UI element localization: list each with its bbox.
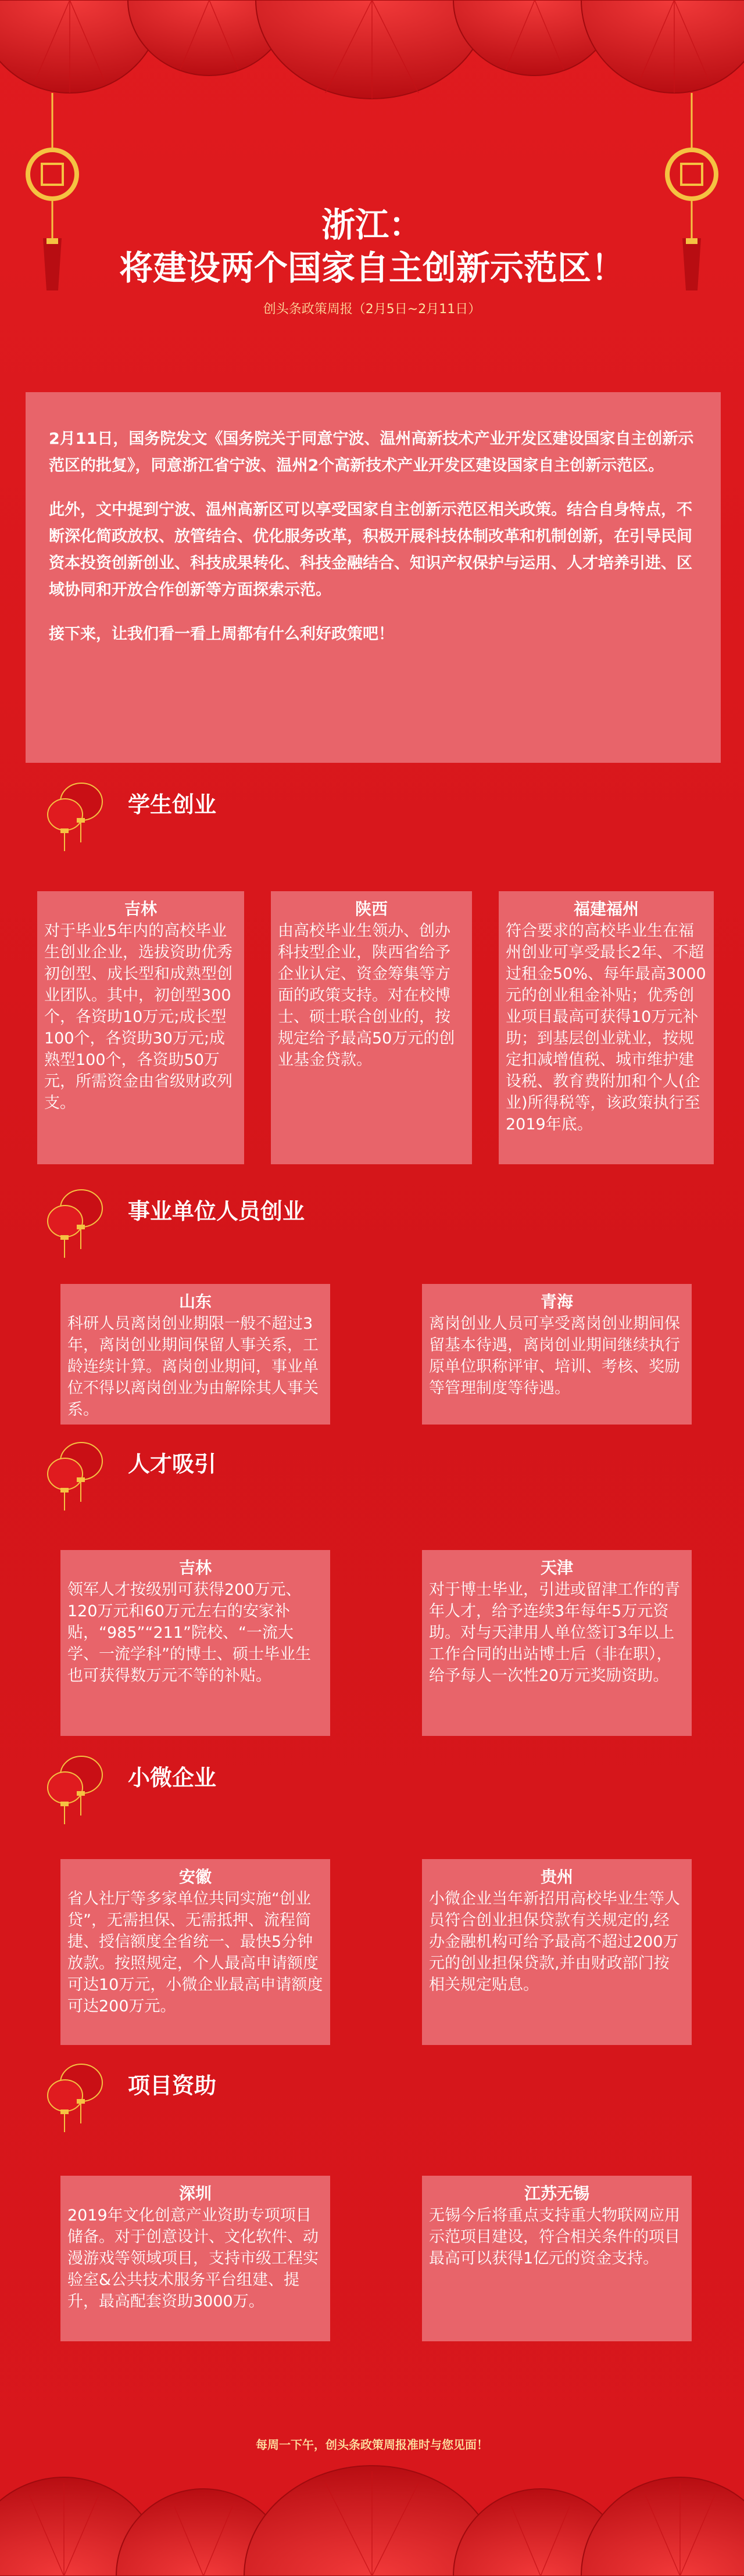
page-subtitle: 创头条政策周报（2月5日~2月11日） xyxy=(263,302,481,317)
page-title-line2: 将建设两个国家自主创新示范区！ xyxy=(119,248,625,288)
card-body: 离岗创业人员可享受离岗创业期间保留基本待遇，离岗创业期间继续执行原单位职称评审、培训、考核、奖励等管理制度等待遇。 xyxy=(429,1315,680,1397)
card-city: 江苏无锡 xyxy=(524,2184,589,2203)
section-title-student: 学生创业 xyxy=(128,792,217,817)
card-city: 青海 xyxy=(540,1292,573,1311)
card-body: 小微企业当年新招用高校毕业生等人员符合创业担保贷款有关规定的,经办金融机构可给予最高不超过200万元的创业担保贷款,并由财政部门按相关规定贴息。 xyxy=(429,1890,680,1994)
card-body: 科研人员离岗创业期限一般不超过3年，离岗创业期间保留人事关系，工龄连续计算。离岗创业期间，事业单位不得以离岗创业为由解除其人事关系。 xyxy=(67,1315,319,1419)
fan-decoration-top xyxy=(0,0,744,116)
lantern-icon xyxy=(41,2048,116,2135)
page-title-line1: 浙江： xyxy=(321,205,423,245)
section-title-institution: 事业单位人员创业 xyxy=(128,1199,305,1224)
policy-card-talent-tianjin xyxy=(422,1550,692,1736)
policy-card-smallbiz-anhui xyxy=(60,1859,330,2045)
lantern-icon xyxy=(41,1426,116,1513)
section-title-talent: 人才吸引 xyxy=(128,1451,217,1477)
card-body: 由高校毕业生领办、创办科技型企业，陕西省给予企业认定、资金筹集等方面的政策支持。对在校博士、硕士联合创业的，按规定给予最高50万元的创业基金贷款。 xyxy=(278,922,455,1069)
section-header-talent xyxy=(41,1426,389,1513)
policy-card-institution-qinghai xyxy=(422,1284,692,1425)
policy-card-student-jilin xyxy=(37,891,244,1164)
card-city: 陕西 xyxy=(355,899,388,919)
intro-box xyxy=(26,392,721,763)
card-city: 天津 xyxy=(540,1558,573,1577)
card-body: 对于博士毕业，引进或留津工作的青年人才，给予连续3年每年5万元资助。对与天津用人单位签订3年以上工作合同的出站博士后（非在职），给予每人一次性20万元奖励资助。 xyxy=(429,1581,680,1685)
section-header-student xyxy=(41,767,389,854)
policy-card-project-shenzhen xyxy=(60,2176,330,2341)
intro-paragraph-2: 此外，文中提到宁波、温州高新区可以享受国家自主创新示范区相关政策。结合自身特点，不断深化简政放权、放管结合、优化服务改革，积极开展科技体制改革和机制创新，在引导民间资本投资创新创业、科技成果转化、科技金融结合、知识产权保护与运用、人才培养引进、区域协同和开放合作创新等方面探索示范。 xyxy=(49,501,692,599)
card-body: 无锡今后将重点支持重大物联网应用示范项目建设，符合相关条件的项目最高可以获得1亿元的资金支持。 xyxy=(429,2207,680,2268)
policy-card-project-wuxi xyxy=(422,2176,692,2341)
lantern-icon xyxy=(41,1174,116,1261)
policy-card-student-fuzhou xyxy=(499,891,714,1164)
policy-card-student-shaanxi xyxy=(271,891,472,1164)
policy-card-smallbiz-guizhou xyxy=(422,1859,692,2045)
card-city: 安徽 xyxy=(178,1867,212,1886)
intro-paragraph-1: 2月11日，国务院发文《国务院关于同意宁波、温州高新技术产业开发区建设国家自主创新示范区的批复》，同意浙江省宁波、温州2个高新技术产业开发区建设国家自主创新示范区。 xyxy=(49,430,694,475)
lantern-icon xyxy=(41,767,116,854)
footer-note: 每周一下午，创头条政策周报准时与您见面！ xyxy=(256,2438,488,2452)
lantern-icon xyxy=(41,1740,116,1827)
card-city: 福建福州 xyxy=(573,899,639,919)
card-body: 领军人才按级别可获得200万元、120万元和60万元左右的安家补贴，“985”“211”院校、“一流大学、一流学科”的博士、硕士毕业生也可获得数万元不等的补贴。 xyxy=(67,1581,311,1685)
card-body: 省人社厅等多家单位共同实施“创业贷”，无需担保、无需抵押、流程简捷、授信额度全省统一、最快5分钟放款。按照规定，个人最高申请额度可达10万元，小微企业最高申请额度可达200万元。 xyxy=(67,1890,323,2015)
section-header-project xyxy=(41,2048,389,2135)
policy-card-talent-jilin xyxy=(60,1550,330,1736)
card-city: 贵州 xyxy=(540,1867,573,1886)
section-title-smallbiz: 小微企业 xyxy=(128,1765,217,1791)
card-city: 吉林 xyxy=(178,1558,212,1577)
section-header-smallbiz xyxy=(41,1740,389,1827)
card-city: 深圳 xyxy=(178,2184,212,2203)
card-body: 2019年文化创意产业资助专项项目储备。对于创意设计、文化软件、动漫游戏等领域项目，支持市级工程实验室&公共技术服务平台组建、提升，最高配套资助3000万。 xyxy=(67,2207,319,2310)
card-city: 山东 xyxy=(178,1292,212,1311)
fan-decoration-bottom xyxy=(0,2442,744,2576)
intro-paragraph-3: 接下来，让我们看一看上周都有什么利好政策吧！ xyxy=(49,625,394,643)
card-body: 符合要求的高校毕业生在福州创业可享受最长2年、不超过租金50%、每年最高3000元的创业租金补贴；优秀创业项目最高可获得10万元补助；到基层创业就业，按规定扣减增值税、城市维护建设税、教育费附加和个人(企业)所得税等，该政策执行至2019年底。 xyxy=(506,922,706,1133)
section-title-project: 项目资助 xyxy=(128,2073,217,2098)
card-body: 对于毕业5年内的高校毕业生创业企业，选拔资助优秀初创型、成长型和成熟型创业团队。其中，初创型300个，各资助10万元;成长型100个，各资助30万元;成熟型100个，各资助50万元，所需资金由省级财政列支。 xyxy=(44,922,233,1112)
section-header-institution xyxy=(41,1174,389,1261)
policy-card-institution-shandong xyxy=(60,1284,330,1425)
card-city: 吉林 xyxy=(124,899,157,919)
title-block xyxy=(0,203,744,318)
